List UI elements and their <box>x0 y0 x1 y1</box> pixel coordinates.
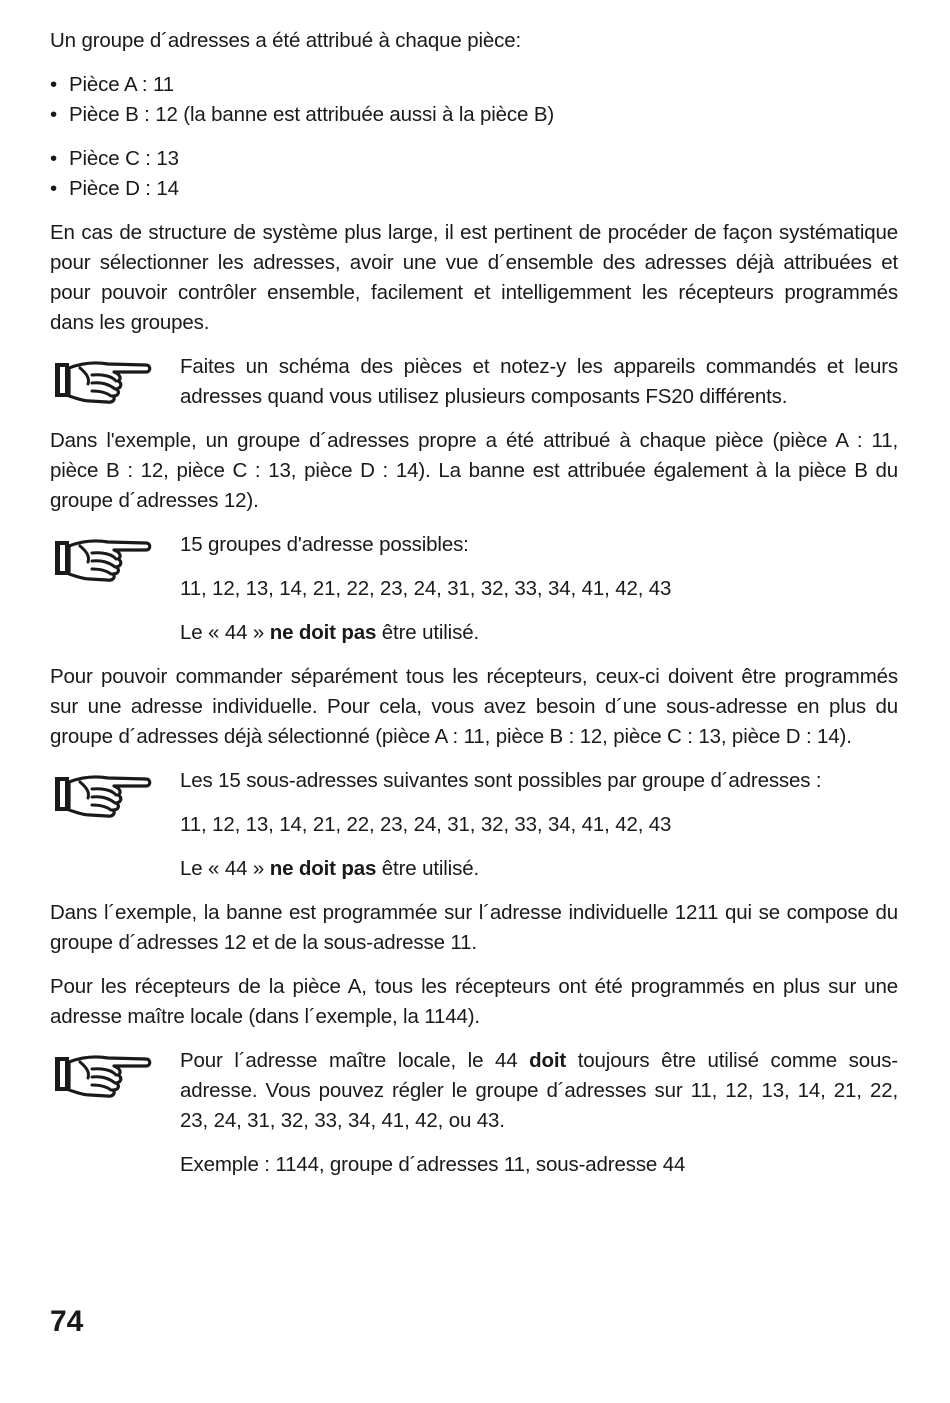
room-list-a <box>50 70 898 130</box>
example-paragraph: Dans l'exemple, un groupe d´adresses propre a été attribué à chaque pièce (pièce A : 11, pièce B : 12, pièce C : 13, pièce D : 14). La banne est attribuée également à la pièce B du groupe d´adresses 12). <box>50 429 898 512</box>
note-values: 11, 12, 13, 14, 21, 22, 23, 24, 31, 32, 33, 34, 41, 42, 43 <box>180 813 672 836</box>
master-address-paragraph: Pour les récepteurs de la pièce A, tous les récepteurs ont été programmés en plus sur une adresse maître locale (dans l´exemple, la 1144). <box>50 975 898 1028</box>
note-text: Faites un schéma des pièces et notez-y les appareils commandés et leurs adresses quand vous utilisez plusieurs composants FS20 différents. <box>180 355 898 408</box>
note-title: 15 groupes d'adresse possibles: <box>180 533 469 556</box>
list-item: • Pièce A : 11 <box>50 70 898 100</box>
banne-paragraph: Dans l´exemple, la banne est programmée sur l´adresse individuelle 1211 qui se compose du groupe d´adresses 12 et de la sous-adresse 11. <box>50 901 898 954</box>
page-number: 74 <box>50 1305 84 1338</box>
list-item: • Pièce C : 13 <box>50 144 898 174</box>
note-values: 11, 12, 13, 14, 21, 22, 23, 24, 31, 32, 33, 34, 41, 42, 43 <box>180 577 672 600</box>
list-item: • Pièce B : 12 (la banne est attribuée aussi à la pièce B) <box>50 100 898 130</box>
note-example: Exemple : 1144, groupe d´adresses 11, sous-adresse 44 <box>180 1153 686 1176</box>
note-schema <box>50 352 898 412</box>
list-item: • Pièce D : 14 <box>50 174 898 204</box>
page-content <box>50 26 898 1194</box>
note-warning: Le « 44 » ne doit pas être utilisé. <box>180 621 479 644</box>
pointing-hand-icon <box>52 354 152 406</box>
note-sub-addresses <box>50 766 898 884</box>
room-list-b <box>50 144 898 204</box>
intro-paragraph: Un groupe d´adresses a été attribué à chaque pièce: <box>50 29 521 52</box>
pointing-hand-icon <box>52 532 152 584</box>
note-address-groups <box>50 530 898 648</box>
note-master-address <box>50 1046 898 1180</box>
note-title: Les 15 sous-adresses suivantes sont possibles par groupe d´adresses : <box>180 769 822 792</box>
pointing-hand-icon <box>52 768 152 820</box>
individual-address-paragraph: Pour pouvoir commander séparément tous les récepteurs, ceux-ci doivent être programmés sur une adresse individuelle. Pour cela, vous avez besoin d´une sous-adresse en plus du groupe d´adresses déjà sélectionné (pièce A : 11, pièce B : 12, pièce C : 13, pièce D : 14). <box>50 665 898 748</box>
pointing-hand-icon <box>52 1048 152 1100</box>
note-warning: Le « 44 » ne doit pas être utilisé. <box>180 857 479 880</box>
structure-paragraph: En cas de structure de système plus large, il est pertinent de procéder de façon systématique pour sélectionner les adresses, avoir une vue d´ensemble des adresses déjà attribuées et pour pouvoir contrôler ensemble, facilement et intelligemment les récepteurs programmés dans les groupes. <box>50 221 898 334</box>
note-text: Pour l´adresse maître locale, le 44 doit toujours être utilisé comme sous-adresse. Vous pouvez régler le groupe d´adresses sur 11, 12, 13, 14, 21, 22, 23, 24, 31, 32, 33, 34, 41, 42, ou 43. <box>180 1049 898 1132</box>
